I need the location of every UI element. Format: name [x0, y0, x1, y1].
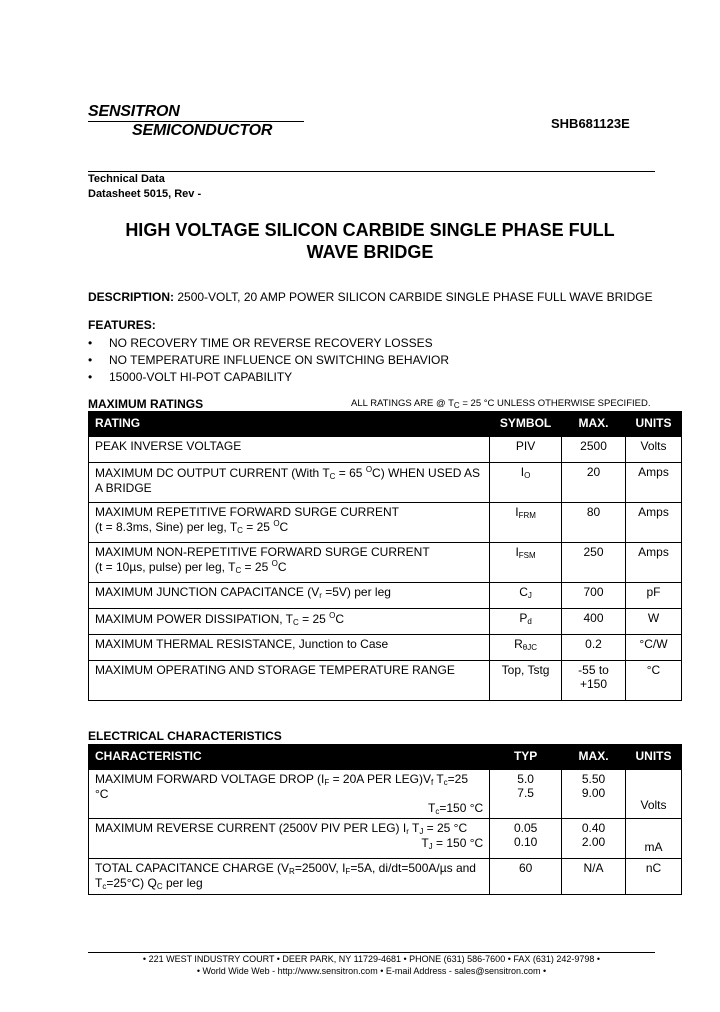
bullet-icon: • [88, 370, 93, 384]
title-line1: HIGH VOLTAGE SILICON CARBIDE SINGLE PHASE FULL [125, 220, 615, 240]
col-symbol: SYMBOL [490, 412, 562, 437]
table-row: PEAK INVERSE VOLTAGE PIV 2500 Volts [89, 437, 682, 463]
col-units: UNITS [626, 745, 682, 770]
table-row: MAXIMUM REPETITIVE FORWARD SURGE CURRENT (t = 8.3ms, Sine) per leg, $T_C = 25$ $^O$C $I_{FRM}$ 80 Amps [89, 503, 682, 543]
feature-item: • NO RECOVERY TIME OR REVERSE RECOVERY LOSSES [88, 336, 433, 350]
features-heading: FEATURES: [88, 318, 156, 332]
description-label: DESCRIPTION: [88, 290, 175, 304]
features-list [88, 335, 449, 386]
table-header-row [89, 412, 682, 437]
col-units: UNITS [625, 412, 681, 437]
ratings-note: ALL RATINGS ARE @ $T_C = 25$ °C UNLESS OTHERWISE SPECIFIED. [351, 398, 651, 410]
table-row: MAXIMUM JUNCTION CAPACITANCE $(V_r =5V)$ per leg $C_J$ 700 pF [89, 583, 682, 609]
table-row: MAXIMUM THERMAL RESISTANCE, Junction to Case $R_{\theta JC}$ 0.2 °C/W [89, 635, 682, 661]
part-number: SHB681123E [551, 116, 630, 131]
title-line2: WAVE BRIDGE [306, 242, 434, 262]
table-row: MAXIMUM OPERATING AND STORAGE TEMPERATURE RANGE Top, Tstg -55 to +150 °C [89, 661, 682, 701]
footer-rule [88, 952, 655, 953]
table-row: MAXIMUM NON-REPETITIVE FORWARD SURGE CURRENT (t = 10µs, pulse) per leg, $T_C = 25$ $^O$C $I_{FSM}$ 250 Amps [89, 543, 682, 583]
feature-item: • 15000-VOLT HI-POT CAPABILITY [88, 370, 293, 384]
table-header-row [89, 745, 682, 770]
feature-item: • NO TEMPERATURE INFLUENCE ON SWITCHING BEHAVIOR [88, 353, 450, 367]
col-typ: TYP [490, 745, 562, 770]
table-row: MAXIMUM POWER DISSIPATION, $T_C = 25$ $^O$C $P_d$ 400 W [89, 609, 682, 635]
col-max: MAX. [562, 412, 626, 437]
technical-data-block [88, 172, 201, 202]
table-row: MAXIMUM DC OUTPUT CURRENT (With $T_C = 65$ $^O$C) WHEN USED AS A BRIDGE $I_O$ 20 Amps [89, 463, 682, 503]
technical-data-label: Technical Data [88, 173, 165, 185]
max-ratings-heading: MAXIMUM RATINGS [88, 397, 204, 411]
electrical-table [88, 744, 682, 895]
col-characteristic: CHARACTERISTIC [89, 745, 490, 770]
electrical-heading: ELECTRICAL CHARACTERISTICS [88, 729, 282, 743]
footer-web: • World Wide Web - http://www.sensitron.com • E-mail Address - sales@sensitron.com • [196, 966, 547, 976]
company-name-line1: SENSITRON [88, 103, 180, 120]
col-rating: RATING [89, 412, 490, 437]
footer-address: • 221 WEST INDUSTRY COURT • DEER PARK, NY 11729-4681 • PHONE (631) 586-7600 • FAX (631) 242-9798 • [142, 954, 601, 964]
bullet-icon: • [88, 353, 93, 367]
max-ratings-table [88, 411, 682, 701]
bullet-icon: • [88, 336, 93, 350]
description [88, 290, 653, 304]
description-text: 2500-VOLT, 20 AMP POWER SILICON CARBIDE SINGLE PHASE FULL WAVE BRIDGE [174, 290, 653, 304]
page-title [60, 219, 680, 263]
datasheet-label: Datasheet 5015, Rev - [88, 188, 202, 200]
company-name-line2: SEMICONDUCTOR [132, 122, 273, 139]
table-row: MAXIMUM FORWARD VOLTAGE DROP ($I_F = 20A$ PER $LEG)V_f$ $T_c=25$ °C $T_c=150$ °C 5.0 7.5 5.50 9.00 Volts [89, 770, 682, 819]
table-row: MAXIMUM REVERSE CURRENT (2500V PIV PER LEG) $I_r$ $T_J = 25$ °C $T_J = 150$ °C 0.05 0.10 0.40 2.00 mA [89, 819, 682, 859]
table-row: TOTAL CAPACITANCE CHARGE ($V_R=2500V$, $I_F=5A$, di/dt=500A/µs and $T_c=25^\circ C$) $Q_C$ per leg 60 N/A nC [89, 859, 682, 895]
col-max: MAX. [562, 745, 626, 770]
